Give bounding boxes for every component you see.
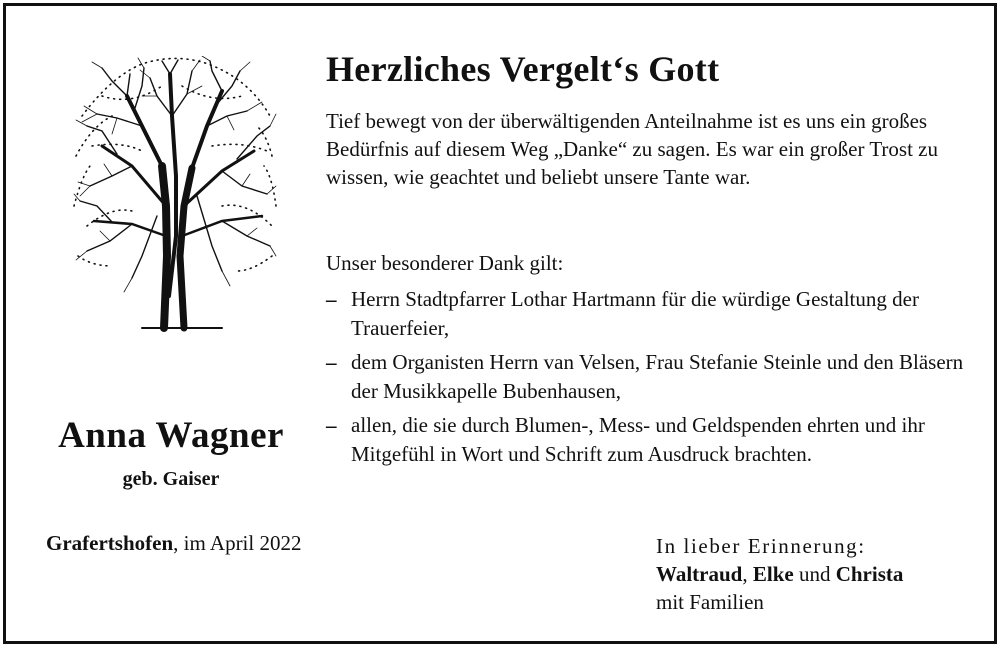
tree-illustration — [72, 56, 278, 336]
date-text: , im April 2022 — [173, 531, 302, 555]
list-item — [326, 348, 976, 405]
page-title: Herzliches Vergelt‘s Gott — [326, 49, 720, 89]
signature-block — [656, 532, 903, 616]
list-item — [326, 411, 976, 468]
signer-name: Christa — [835, 562, 904, 586]
signer-name: Waltraud — [656, 562, 743, 586]
signer-names — [656, 560, 903, 588]
list-marker: – — [326, 413, 337, 437]
separator: und — [793, 562, 836, 586]
intro-paragraph: Tief bewegt von der überwältigenden Anteilnahme ist es uns ein großes Bedürfnis auf diesem Weg „Danke“ zu sagen. Es war ein großer Trost zu wissen, wie geachtet und beliebt unsere Tante war. — [326, 109, 939, 189]
list-marker: – — [326, 287, 337, 311]
list-item-text: dem Organisten Herrn van Velsen, Frau Stefanie Steinle und den Bläsern der Musikkapelle Bubenhausen, — [351, 350, 964, 403]
list-item — [326, 285, 976, 342]
memory-line: In lieber Erinnerung: — [656, 534, 866, 558]
list-item-text: allen, die sie durch Blumen-, Mess- und Geldspenden ehrten und ihr Mitgefühl in Wort und Schrift zum Ausdruck brachten. — [351, 413, 925, 466]
list-marker: – — [326, 350, 337, 374]
birth-name: geb. Gaiser — [122, 468, 220, 490]
obituary-card — [3, 3, 997, 644]
thanks-intro: Unser besonderer Dank gilt: — [326, 251, 564, 275]
signer-name: Elke — [752, 562, 794, 586]
place-date — [46, 531, 301, 556]
family-line: mit Familien — [656, 590, 764, 614]
thanks-list — [326, 285, 976, 474]
separator: , — [742, 562, 753, 586]
list-item-text: Herrn Stadtpfarrer Lothar Hartmann für die würdige Gestaltung der Trauerfeier, — [351, 287, 919, 340]
deceased-name: Anna Wagner — [58, 415, 284, 456]
place-name: Grafertshofen — [46, 531, 174, 555]
